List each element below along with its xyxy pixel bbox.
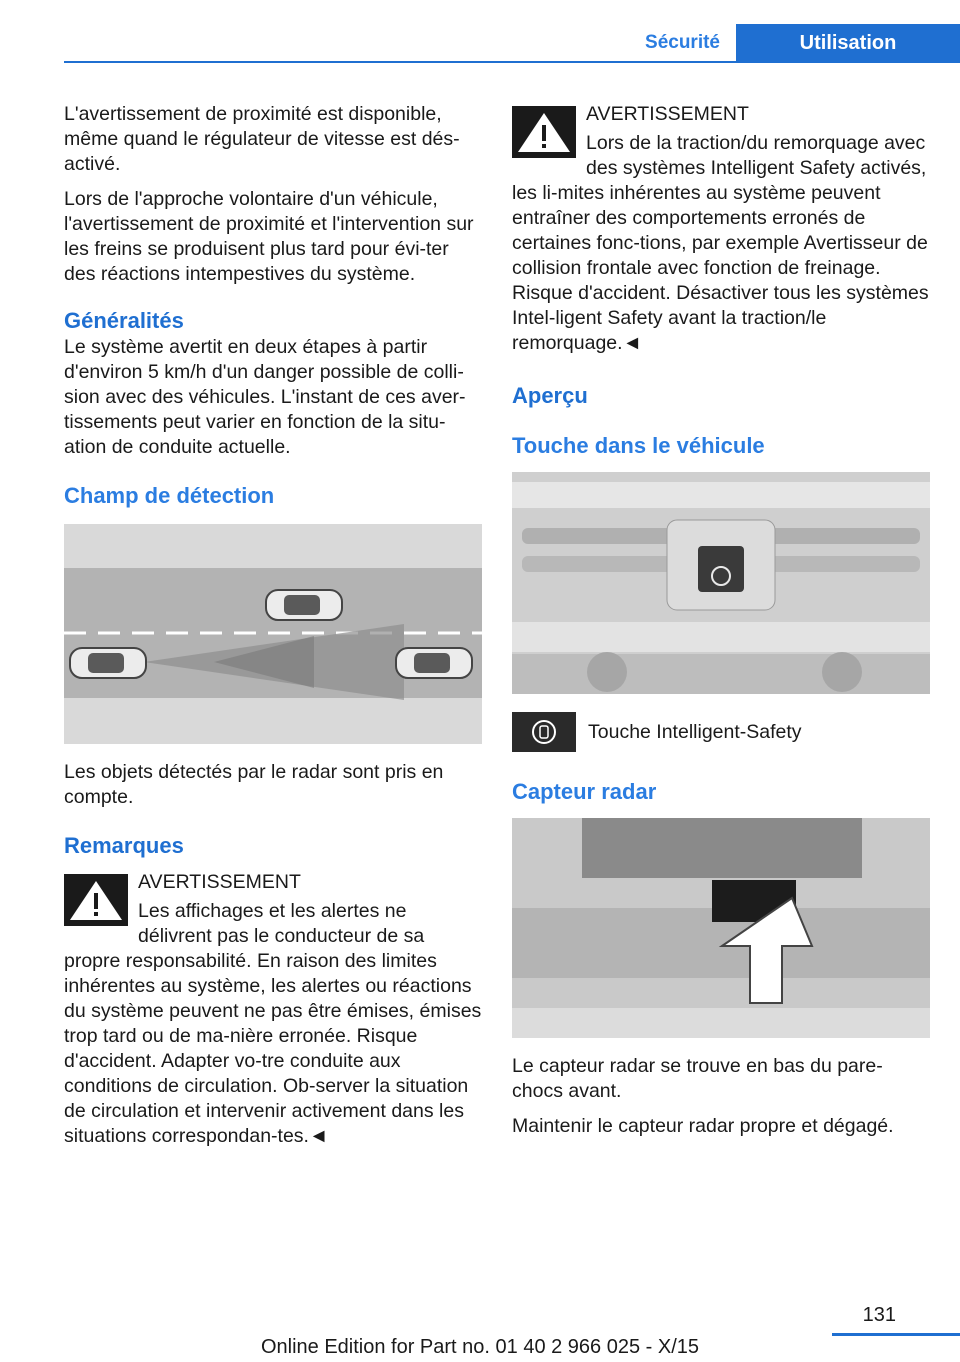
paragraph: L'avertissement de proximité est disponible, même quand le régulateur de vitesse est dés-activé. — [64, 103, 460, 175]
car-ahead-right — [396, 648, 472, 678]
heading-remarques: Remarques — [64, 833, 184, 858]
car-front-left — [70, 648, 146, 678]
warning-block — [512, 102, 930, 356]
heading-apercu: Aperçu — [512, 383, 588, 408]
footer-edition: Online Edition for Part no. 01 40 2 966 025 - X/15 — [260, 1336, 700, 1358]
paragraph: Le système avertit en deux étapes à partir d'environ 5 km/h d'un danger possible de colli-sion avec des véhicules. L'instant de ces aver-tissements peut varier en fonction de la situ-ation de conduite actuelle. — [64, 336, 466, 458]
warning-triangle-icon — [64, 874, 128, 926]
page-header — [0, 24, 960, 62]
heading-capteur-radar: Capteur radar — [512, 779, 657, 804]
header-rule — [64, 61, 960, 63]
image-caption: Les objets détectés par le radar sont pris en compte. — [64, 761, 444, 808]
dashboard-button-photo — [512, 472, 930, 694]
right-column — [512, 102, 930, 1139]
radar-sensor-photo — [512, 818, 930, 1038]
warning-title: AVERTISSEMENT — [586, 103, 749, 125]
heading-generalites: Généralités — [64, 308, 184, 333]
intelligent-safety-icon — [512, 712, 576, 752]
left-column — [64, 102, 482, 1149]
page-number: 131 — [862, 1304, 896, 1326]
button-legend — [512, 712, 930, 752]
warning-triangle-icon — [512, 106, 576, 158]
detection-field-illustration — [64, 524, 482, 744]
warning-block — [64, 870, 482, 1149]
heading-champ-detection: Champ de détection — [64, 483, 275, 508]
warning-text: Les affichages et les alertes ne délivrent pas le conducteur de sa propre responsabilité. En raison des limites inhérentes au système, les alertes ou réactions du système peuvent ne pas être émises, émises trop tard ou de ma-nière erronée. Risque d'accident. Adapter vo-tre conduite aux conditions de circulation. Ob-server la situation de circulation et intervenir activement dans les situations correspondan-tes.◄ — [64, 900, 482, 1147]
legend-touche-label: Touche Intelligent-Safety — [588, 720, 802, 743]
warning-text: Lors de la traction/du remorquage avec des systèmes Intelligent Safety activés, les li-mites inhérentes au système peuvent entraîner des comportements erronés de certaines fonc-tions, par exemple Avertisseur de collision frontale avec fonction de freinage. Risque d'accident. Désactiver tous les systèmes Intel-ligent Safety avant la traction/le remorquage.◄ — [512, 132, 929, 354]
heading-touche-vehicule: Touche dans le véhicule — [512, 433, 765, 458]
tab-securite[interactable]: Sécurité — [645, 32, 720, 53]
paragraph: Lors de l'approche volontaire d'un véhicule, l'avertissement de proximité et l'intervention sur les freins se produisent plus tard pour évi-ter des réactions intempestives du système. — [64, 188, 474, 285]
paragraph: Maintenir le capteur radar propre et dégagé. — [512, 1115, 894, 1137]
car-other-lane — [266, 590, 342, 620]
tab-utilisation[interactable]: Utilisation — [736, 24, 960, 62]
paragraph: Le capteur radar se trouve en bas du pare-chocs avant. — [512, 1055, 883, 1102]
warning-title: AVERTISSEMENT — [138, 871, 301, 893]
